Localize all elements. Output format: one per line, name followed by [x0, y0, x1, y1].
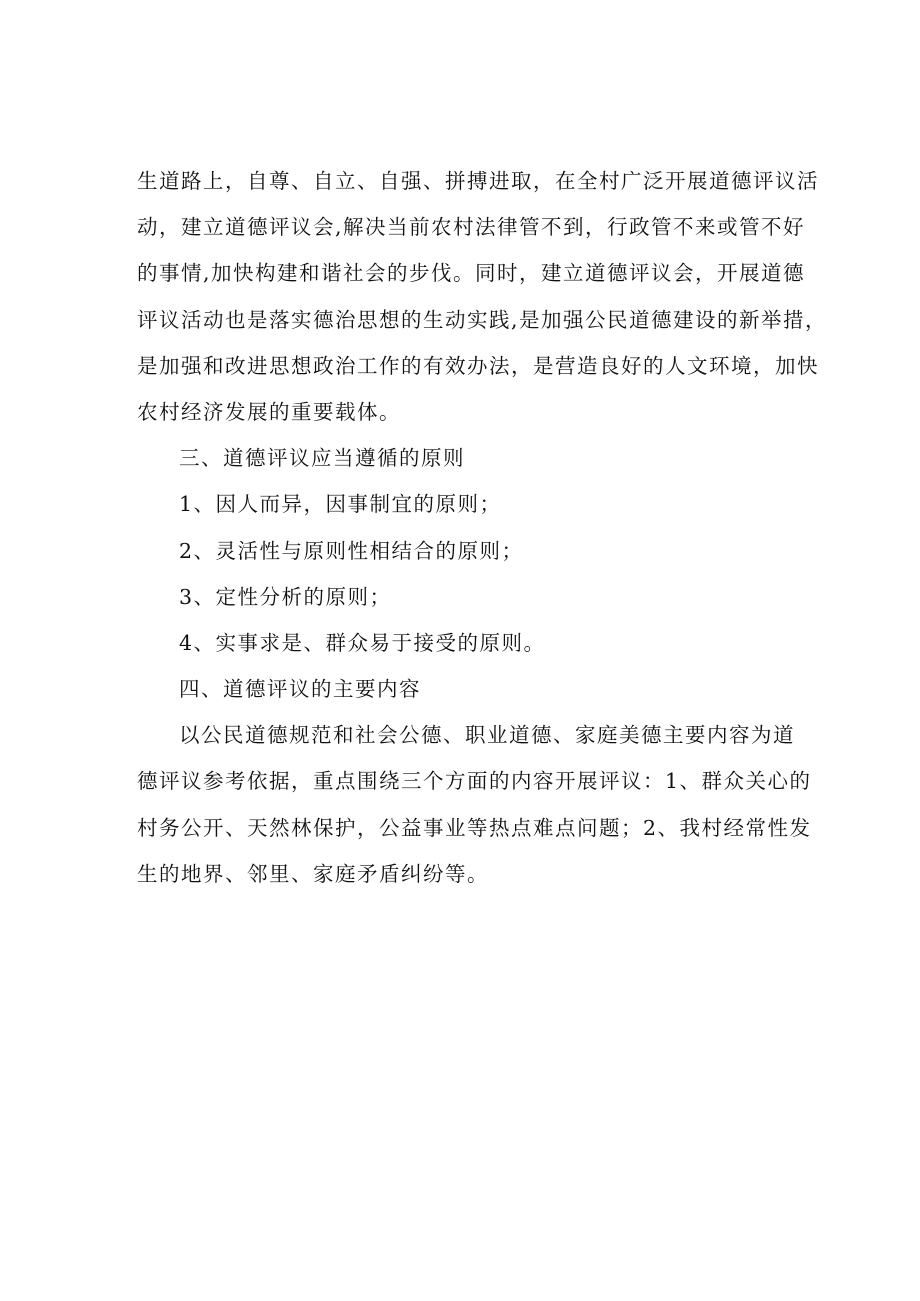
text-line: 动，建立道德评议会,解决当前农村法律管不到，行政管不来或管不好	[137, 215, 806, 240]
text-line: 德评议参考依据，重点围绕三个方面的内容开展评议：1、群众关心的	[137, 769, 812, 794]
list-item: 2、灵活性与原则性相结合的原则；	[179, 538, 524, 563]
text-line: 生道路上，自尊、自立、自强、拼搏进取，在全村广泛开展道德评议活	[137, 169, 819, 193]
text-line: 的事情,加快构建和谐社会的步伐。同时，建立道德评议会，开展道德	[137, 261, 806, 286]
principles-list	[137, 481, 797, 666]
text-line: 农村经济发展的重要载体。	[137, 399, 401, 424]
paragraph-main-content	[137, 712, 812, 897]
text-line: 生的地界、邻里、家庭矛盾纠纷等。	[137, 861, 489, 886]
section-heading-main-content: 四、道德评议的主要内容	[179, 677, 421, 702]
document-body	[137, 158, 828, 897]
paragraph-village-moral-review	[137, 158, 828, 435]
text-line: 是加强和改进思想政治工作的有效办法，是营造良好的人文环境，加快	[137, 353, 819, 378]
list-item: 4、实事求是、群众易于接受的原则。	[179, 630, 546, 655]
text-line: 评议活动也是落实德治思想的生动实践,是加强公民道德建设的新举措，	[137, 307, 828, 332]
list-item: 1、因人而异，因事制宜的原则；	[179, 492, 502, 517]
text-line: 以公民道德规范和社会公德、职业道德、家庭美德主要内容为道	[179, 723, 795, 748]
list-item: 3、定性分析的原则；	[179, 584, 392, 609]
section-heading-principles: 三、道德评议应当遵循的原则	[179, 446, 465, 471]
text-line: 村务公开、天然林保护，公益事业等热点难点问题；2、我村经常性发	[137, 815, 812, 840]
